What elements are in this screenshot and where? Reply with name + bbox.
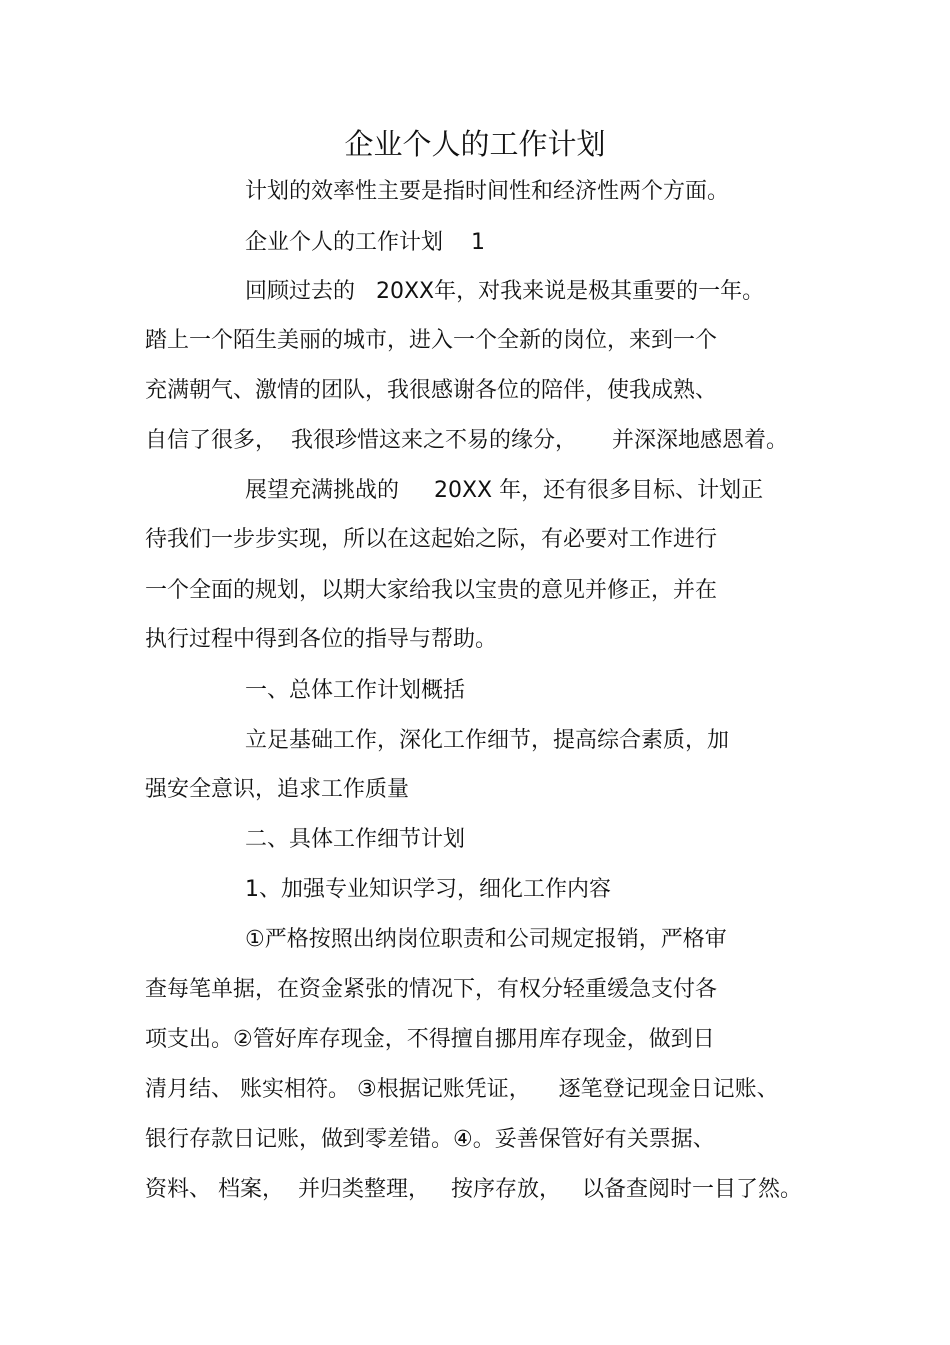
paragraph-line: 自信了很多， 我很珍惜这来之不易的缘分， 并深深地感恩着。 bbox=[145, 428, 788, 453]
paragraph-line: 一个全面的规划，以期大家给我以宝贵的意见并修正，并在 bbox=[145, 578, 718, 603]
paragraph-line: 查每笔单据，在资金紧张的情况下，有权分轻重缓急支付各 bbox=[145, 977, 718, 1002]
paragraph-line: 项支出。②管好库存现金，不得擅自挪用库存现金，做到日 bbox=[145, 1027, 715, 1052]
paragraph-line: 展望充满挑战的 20XX 年，还有很多目标、计划正 bbox=[245, 478, 764, 503]
paragraph-line: 执行过程中得到各位的指导与帮助。 bbox=[145, 627, 498, 652]
paragraph-line: 立足基础工作，深化工作细节，提高综合素质，加 bbox=[245, 728, 730, 753]
paragraph-line: 资料、 档案， 并归类整理， 按序存放， 以备查阅时一目了然。 bbox=[145, 1177, 802, 1202]
paragraph-line: 企业个人的工作计划 1 bbox=[245, 230, 485, 255]
paragraph-line: ①严格按照出纳岗位职责和公司规定报销，严格审 bbox=[245, 927, 727, 952]
paragraph-line: 强安全意识，追求工作质量 bbox=[145, 777, 410, 802]
paragraph-line: 充满朝气、激情的团队，我很感谢各位的陪伴，使我成熟、 bbox=[145, 378, 718, 403]
paragraph-line: 计划的效率性主要是指时间性和经济性两个方面。 bbox=[245, 179, 730, 204]
paragraph-line: 清月结、 账实相符。 ③根据记账凭证， 逐笔登记现金日记账、 bbox=[145, 1077, 779, 1102]
paragraph-line: 踏上一个陌生美丽的城市，进入一个全新的岗位，来到一个 bbox=[145, 328, 718, 353]
section-heading: 一、总体工作计划概括 bbox=[245, 678, 466, 703]
subsection-heading: 1、加强专业知识学习，细化工作内容 bbox=[245, 877, 611, 902]
section-heading: 二、具体工作细节计划 bbox=[245, 827, 466, 852]
paragraph-line: 待我们一步步实现，所以在这起始之际，有必要对工作进行 bbox=[145, 527, 718, 552]
document-title: 企业个人的工作计划 bbox=[344, 127, 606, 161]
paragraph-line: 银行存款日记账，做到零差错。④。妥善保管好有关票据、 bbox=[145, 1127, 715, 1152]
paragraph-line: 回顾过去的 20XX年，对我来说是极其重要的一年。 bbox=[245, 279, 765, 304]
